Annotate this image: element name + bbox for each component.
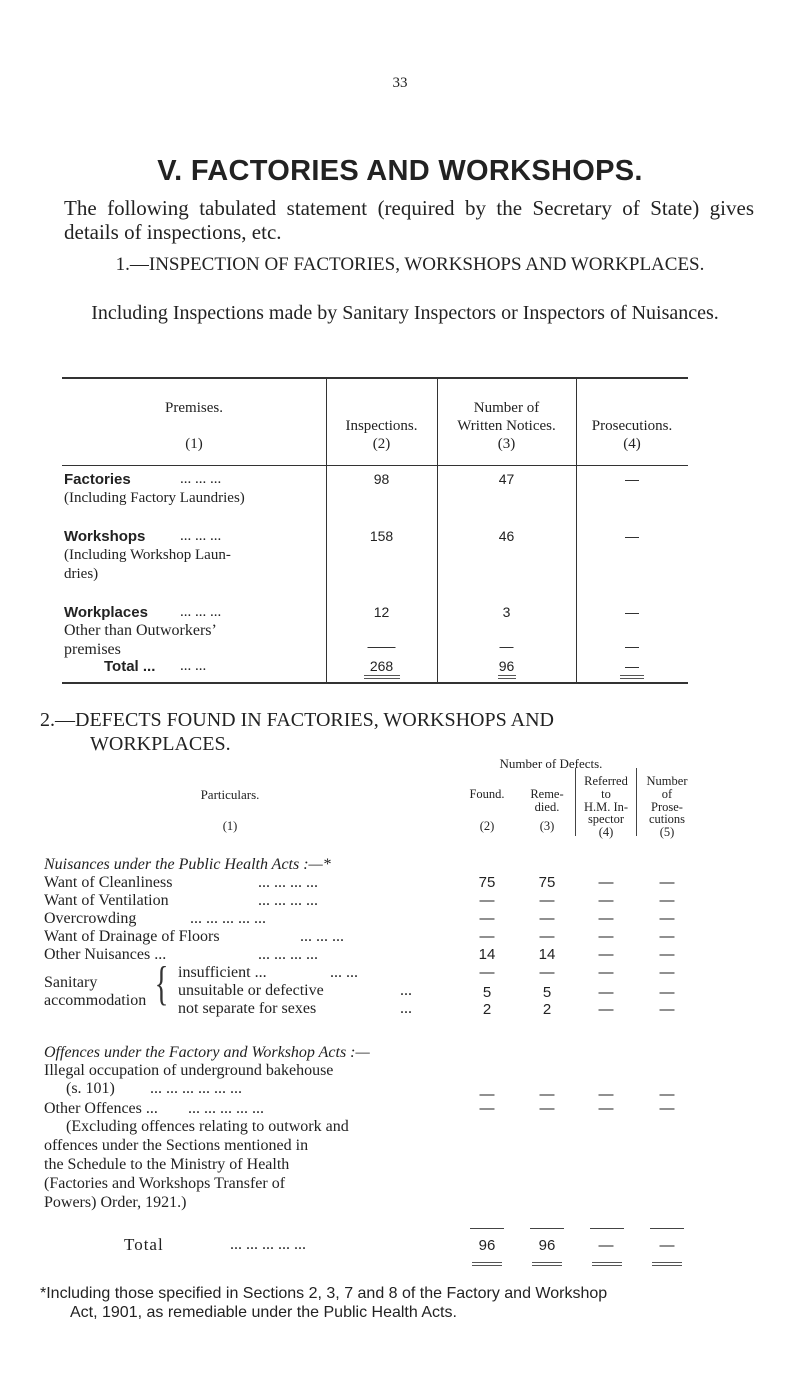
- t2-col-divider: [575, 768, 576, 836]
- t1-header-premises-num: (1): [185, 436, 203, 452]
- t1-header-prosecutions: Prosecutions.: [591, 418, 673, 434]
- t2-nuisances-heading: Nuisances under the Public Health Acts :—*: [44, 856, 331, 873]
- t2-cell-referred: —: [598, 964, 614, 981]
- t2-group-header: Number of Defects.: [499, 756, 603, 771]
- t2-illegal-occupation: Illegal occupation of underground bakehouse: [44, 1062, 334, 1079]
- t2-header-prosecutions-num: (5): [659, 825, 675, 839]
- t2-row-dots: ... ... ...: [300, 928, 344, 945]
- t2-cell-remedied: —: [539, 1086, 555, 1103]
- t2-header-referred: Referred: [584, 774, 628, 788]
- t1-header-inspections-num: (2): [372, 436, 391, 452]
- t1-total-underline: [498, 675, 516, 679]
- t2-total-referred: —: [598, 1237, 614, 1254]
- t2-total-dots: ... ... ... ... ...: [230, 1236, 306, 1253]
- t1-header-premises: Premises.: [165, 400, 223, 416]
- t2-cell-prosecutions: —: [659, 910, 675, 927]
- t2-cell-remedied: —: [539, 964, 555, 981]
- t2-cell-remedied: 14: [538, 946, 556, 963]
- t2-cell-referred: —: [598, 1086, 614, 1103]
- t1-row-sub: dries): [64, 566, 99, 582]
- t2-illegal-occupation-section: (s. 101): [66, 1080, 115, 1097]
- t1-total-inspections: 268: [369, 658, 394, 674]
- t1-header-inspections: Inspections.: [345, 418, 418, 434]
- t2-total-prosecutions: —: [659, 1237, 675, 1254]
- t2-row-dots: ... ... ... ... ... ...: [150, 1080, 242, 1097]
- t2-cell-prosecutions: —: [659, 946, 675, 963]
- t1-total-dots: ... ...: [180, 658, 207, 674]
- t2-row-label: Want of Drainage of Floors: [44, 928, 220, 945]
- t2-row-label: Other Nuisances ...: [44, 946, 167, 963]
- t1-total-label: Total ...: [104, 658, 156, 675]
- t1-group-header: Number of: [473, 400, 540, 416]
- t1-cell-notices: 3: [502, 604, 511, 620]
- t2-header-referred: spector: [587, 812, 625, 826]
- t2-header-referred: H.M. In-: [583, 800, 629, 814]
- t2-cell-referred: —: [598, 910, 614, 927]
- t2-cell-referred: —: [598, 928, 614, 945]
- table1-top-rule: [62, 377, 688, 379]
- t2-total-label: Total: [124, 1235, 164, 1254]
- t2-cell-remedied: 5: [542, 984, 552, 1001]
- t2-row-dots: ... ...: [330, 964, 358, 981]
- t2-row-label: unsuitable or defective: [178, 982, 324, 999]
- t2-row-label: insufficient ...: [178, 964, 267, 981]
- t1-row-sub: (Including Workshop Laun-: [64, 547, 231, 563]
- t2-total-underline: [532, 1262, 562, 1266]
- t2-row-dots: ...: [400, 1000, 412, 1017]
- t1-row-label: Factories: [64, 471, 131, 488]
- t2-total-rule: [470, 1228, 504, 1229]
- t2-header-found: Found.: [469, 787, 505, 801]
- t2-cell-remedied: —: [539, 1100, 555, 1117]
- t2-cell-found: —: [479, 964, 495, 981]
- t2-header-found-num: (2): [479, 819, 495, 833]
- t1-cell-prosecutions: —: [625, 528, 639, 544]
- t2-row-label: not separate for sexes: [178, 1000, 317, 1017]
- table1-title: 1.—INSPECTION OF FACTORIES, WORKSHOPS AND WORKPLACES.: [115, 254, 705, 275]
- t1-row-label: Workplaces: [64, 604, 148, 621]
- t1-row-sub: premises: [64, 641, 121, 658]
- t2-cell-found: 2: [482, 1001, 492, 1018]
- t2-cell-referred: —: [598, 984, 614, 1001]
- t1-row-label: Workshops: [64, 528, 146, 545]
- t2-row-dots: ... ... ... ... ...: [190, 910, 266, 927]
- t2-row-dots: ... ... ... ... ...: [188, 1100, 264, 1117]
- t2-total-found: 96: [478, 1237, 496, 1254]
- t2-total-underline: [652, 1262, 682, 1266]
- t1-row-sub: (Including Factory Laundries): [64, 490, 245, 506]
- t2-cell-prosecutions: —: [659, 964, 675, 981]
- t2-cell-found: —: [479, 1100, 495, 1117]
- t1-cell-prosecutions: —: [625, 638, 639, 654]
- footnote-line-2: Act, 1901, as remediable under the Public Health Acts.: [70, 1304, 457, 1321]
- t2-sanitary-label: Sanitary: [44, 974, 98, 991]
- t2-cell-prosecutions: —: [659, 1001, 675, 1018]
- t2-total-rule: [530, 1228, 564, 1229]
- t2-header-prosecutions: cutions: [648, 812, 686, 826]
- t2-total-rule: [650, 1228, 684, 1229]
- t1-total-underline: [620, 675, 644, 679]
- t1-row-dots: ... ... ...: [180, 528, 222, 544]
- t2-header-remedied: Reme-: [530, 787, 564, 801]
- t2-header-remedied-num: (3): [539, 819, 555, 833]
- table2-title: 2.—DEFECTS FOUND IN FACTORIES, WORKSHOPS AND: [40, 709, 554, 731]
- t2-excluding-note: offences under the Sections mentioned in: [44, 1137, 309, 1154]
- t1-total-prosecutions: —: [625, 658, 639, 674]
- t2-header-referred-num: (4): [598, 825, 614, 839]
- t1-cell-inspections: 12: [373, 604, 390, 620]
- t2-row-label: Want of Ventilation: [44, 892, 169, 909]
- t2-cell-found: —: [479, 892, 495, 909]
- table1-subtitle: Including Inspections made by Sanitary Inspectors or Inspectors of Nuisances.: [91, 302, 719, 324]
- t2-total-remedied: 96: [538, 1237, 556, 1254]
- t1-row-label: Other than Outworkers’: [64, 622, 217, 639]
- t2-cell-found: —: [479, 928, 495, 945]
- t1-cell-notices: 46: [498, 528, 515, 544]
- t2-cell-found: —: [479, 1086, 495, 1103]
- t2-other-offences: Other Offences ...: [44, 1100, 158, 1117]
- t2-cell-prosecutions: —: [659, 1100, 675, 1117]
- t2-cell-remedied: —: [539, 928, 555, 945]
- t2-header-particulars: Particulars.: [200, 787, 260, 802]
- t2-cell-referred: —: [598, 1100, 614, 1117]
- t2-header-prosecutions: Number: [646, 774, 688, 788]
- t2-row-label: Overcrowding: [44, 910, 137, 927]
- t2-row-dots: ... ... ... ...: [258, 874, 318, 891]
- table2-title-line2: WORKPLACES.: [90, 733, 231, 755]
- t2-total-underline: [472, 1262, 502, 1266]
- t2-cell-found: 5: [482, 984, 492, 1001]
- t1-cell-inspections: 98: [373, 471, 390, 487]
- t2-cell-prosecutions: —: [659, 928, 675, 945]
- t2-cell-found: 14: [478, 946, 496, 963]
- t2-cell-found: 75: [478, 874, 496, 891]
- t2-offences-heading: Offences under the Factory and Workshop Acts :—: [44, 1044, 370, 1061]
- t2-header-particulars-num: (1): [222, 819, 238, 833]
- t2-row-dots: ...: [400, 982, 412, 999]
- t1-cell-inspections: ——: [367, 638, 396, 654]
- t1-row-dots: ... ... ...: [180, 604, 222, 620]
- t1-total-underline: [364, 675, 400, 679]
- t2-row-dots: ... ... ... ...: [258, 946, 318, 963]
- t2-row-label: Want of Cleanliness: [44, 874, 173, 891]
- table1-bottom-rule: [62, 682, 688, 684]
- t2-excluding-note: (Excluding offences relating to outwork and: [66, 1118, 349, 1135]
- t2-header-prosecutions: of: [661, 787, 673, 801]
- section-title: V. FACTORIES AND WORKSHOPS.: [157, 155, 643, 187]
- t2-cell-remedied: 2: [542, 1001, 552, 1018]
- t2-cell-referred: —: [598, 1001, 614, 1018]
- t1-cell-prosecutions: —: [625, 471, 639, 487]
- t1-cell-prosecutions: —: [625, 604, 639, 620]
- t1-header-notices: Written Notices.: [457, 418, 556, 434]
- t2-excluding-note: Powers) Order, 1921.): [44, 1194, 187, 1211]
- footnote-line-1: *Including those specified in Sections 2, 3, 7 and 8 of the Factory and Workshop: [40, 1285, 608, 1302]
- t2-cell-prosecutions: —: [659, 892, 675, 909]
- page-number: 33: [392, 75, 408, 91]
- t2-cell-remedied: —: [539, 910, 555, 927]
- t2-total-rule: [590, 1228, 624, 1229]
- t1-cell-notices: —: [499, 638, 514, 654]
- t2-cell-prosecutions: —: [659, 1086, 675, 1103]
- t2-cell-referred: —: [598, 892, 614, 909]
- t2-sanitary-brace: {: [154, 957, 169, 1010]
- t1-row-dots: ... ... ...: [180, 471, 222, 487]
- t2-total-underline: [592, 1262, 622, 1266]
- t2-header-referred: to: [601, 787, 611, 801]
- t2-cell-prosecutions: —: [659, 874, 675, 891]
- t2-row-dots: ... ... ... ...: [258, 892, 318, 909]
- table1-header-rule: [62, 465, 688, 466]
- t2-cell-found: —: [479, 910, 495, 927]
- t2-cell-referred: —: [598, 946, 614, 963]
- t2-cell-remedied: —: [539, 892, 555, 909]
- t2-header-remedied: died.: [534, 800, 560, 814]
- t2-cell-prosecutions: —: [659, 984, 675, 1001]
- t2-col-divider: [636, 768, 637, 836]
- t2-excluding-note: (Factories and Workshops Transfer of: [44, 1175, 286, 1192]
- t2-excluding-note: the Schedule to the Ministry of Health: [44, 1156, 290, 1173]
- t2-cell-remedied: 75: [538, 874, 556, 891]
- t1-header-prosecutions-num: (4): [623, 436, 641, 452]
- t2-cell-referred: —: [598, 874, 614, 891]
- t1-total-notices: 96: [498, 658, 515, 674]
- t2-header-prosecutions: Prose-: [651, 800, 683, 814]
- t2-sanitary-label: accommodation: [44, 992, 147, 1009]
- t1-cell-notices: 47: [498, 471, 515, 487]
- intro-paragraph: The following tabulated statement (required by the Secretary of State) gives details of inspections, etc.: [64, 196, 754, 244]
- t1-cell-inspections: 158: [369, 528, 394, 544]
- t1-header-notices-num: (3): [497, 436, 516, 452]
